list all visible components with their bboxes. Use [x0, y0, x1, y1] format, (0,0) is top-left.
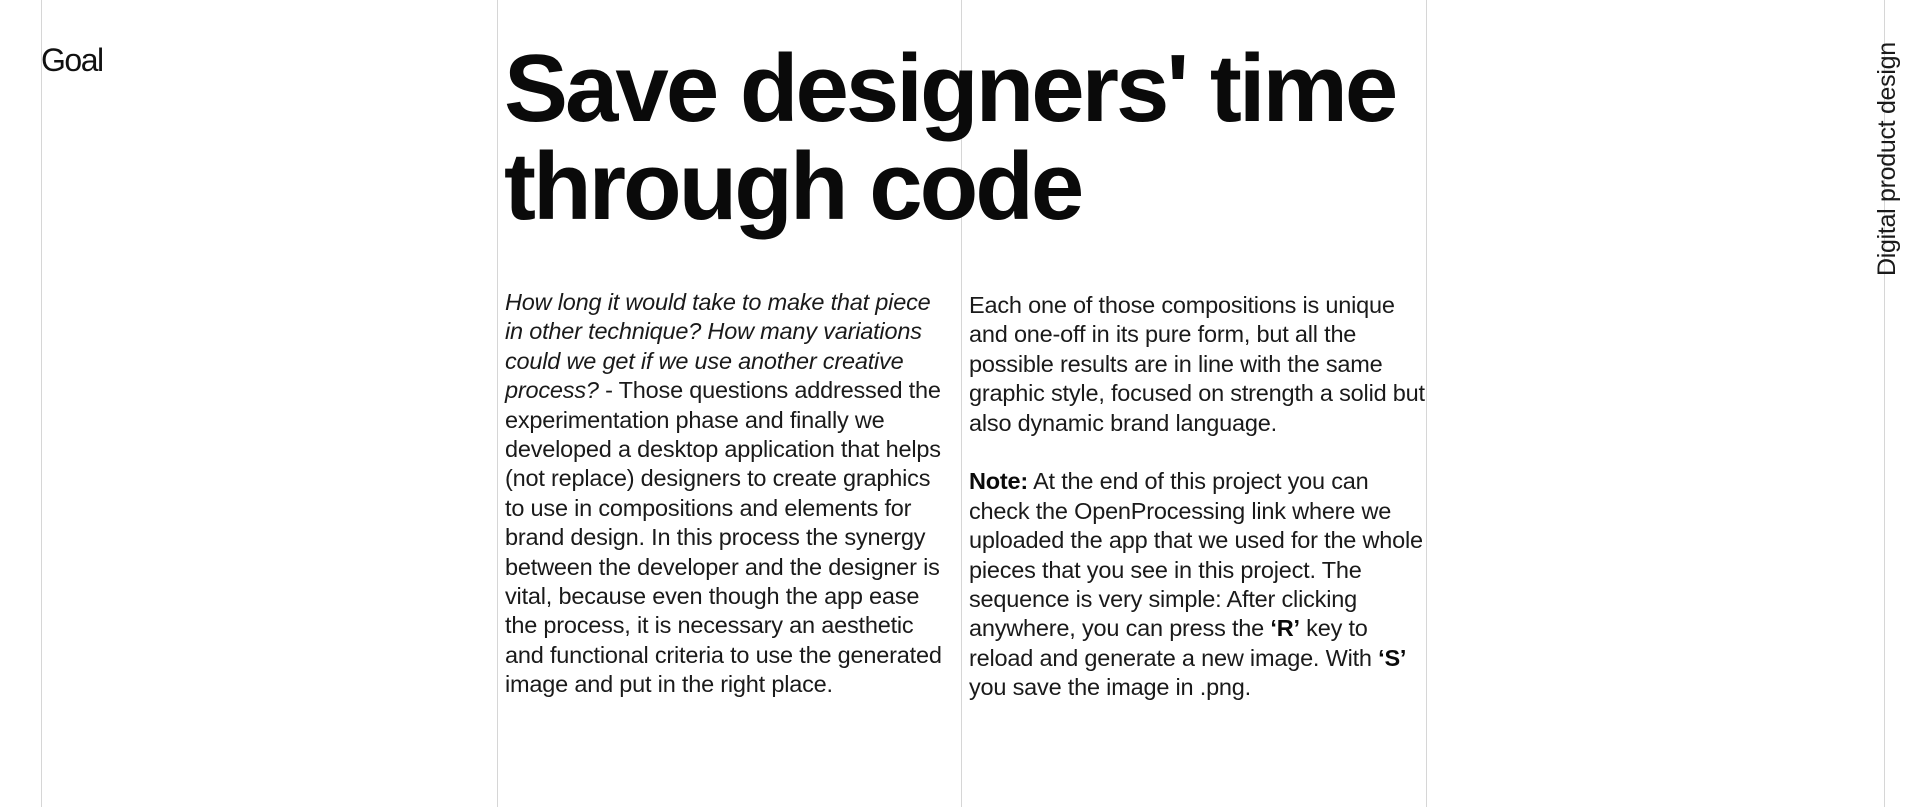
key-r-label: ‘R’ [1270, 615, 1300, 642]
note-text-2: key to reload and generate a new image. With [969, 615, 1379, 671]
italic-questions: How long it would take to make that piece in other technique? How many variations could we get if we use another creative process? [505, 289, 931, 404]
grid-line [497, 0, 498, 807]
paragraph-spacer [969, 438, 1425, 467]
headline-line-2: through code [504, 133, 1082, 240]
section-label: Goal [41, 42, 103, 78]
headline [504, 35, 1404, 240]
note-text-1: At the end of this project you can check the OpenProcessing link where we uploaded the app that we used for the whole pieces that you see in this project. The sequence is very simple: After clicking anywhere, you can press the [969, 468, 1423, 642]
grid-line [41, 0, 42, 807]
note-text-3: you save the image in .png. [969, 674, 1252, 701]
right-column-text [969, 291, 1425, 703]
key-s-label: ‘S’ [1378, 644, 1407, 671]
note-paragraph [969, 467, 1425, 702]
compositions-paragraph: Each one of those compositions is unique and one-off in its pure form, but all the possible results are in line with the same graphic style, focused on strength a solid but also dynamic brand language. [969, 292, 1425, 436]
grid-line [1426, 0, 1427, 807]
headline-line-1: Save designers' time [504, 35, 1396, 142]
note-label: Note: [969, 468, 1029, 495]
left-column-text [505, 288, 953, 700]
left-body-text: - Those questions addressed the experimentation phase and finally we developed a desktop application that helps (not replace) designers to create graphics to use in compositions and elements for brand design. In this process the synergy between the developer and the designer is vital, because even though the app ease the process, it is necessary an aesthetic and functional criteria to use the generated image and put in the right place. [505, 377, 942, 698]
side-category-label: Digital product design [1873, 42, 1901, 276]
